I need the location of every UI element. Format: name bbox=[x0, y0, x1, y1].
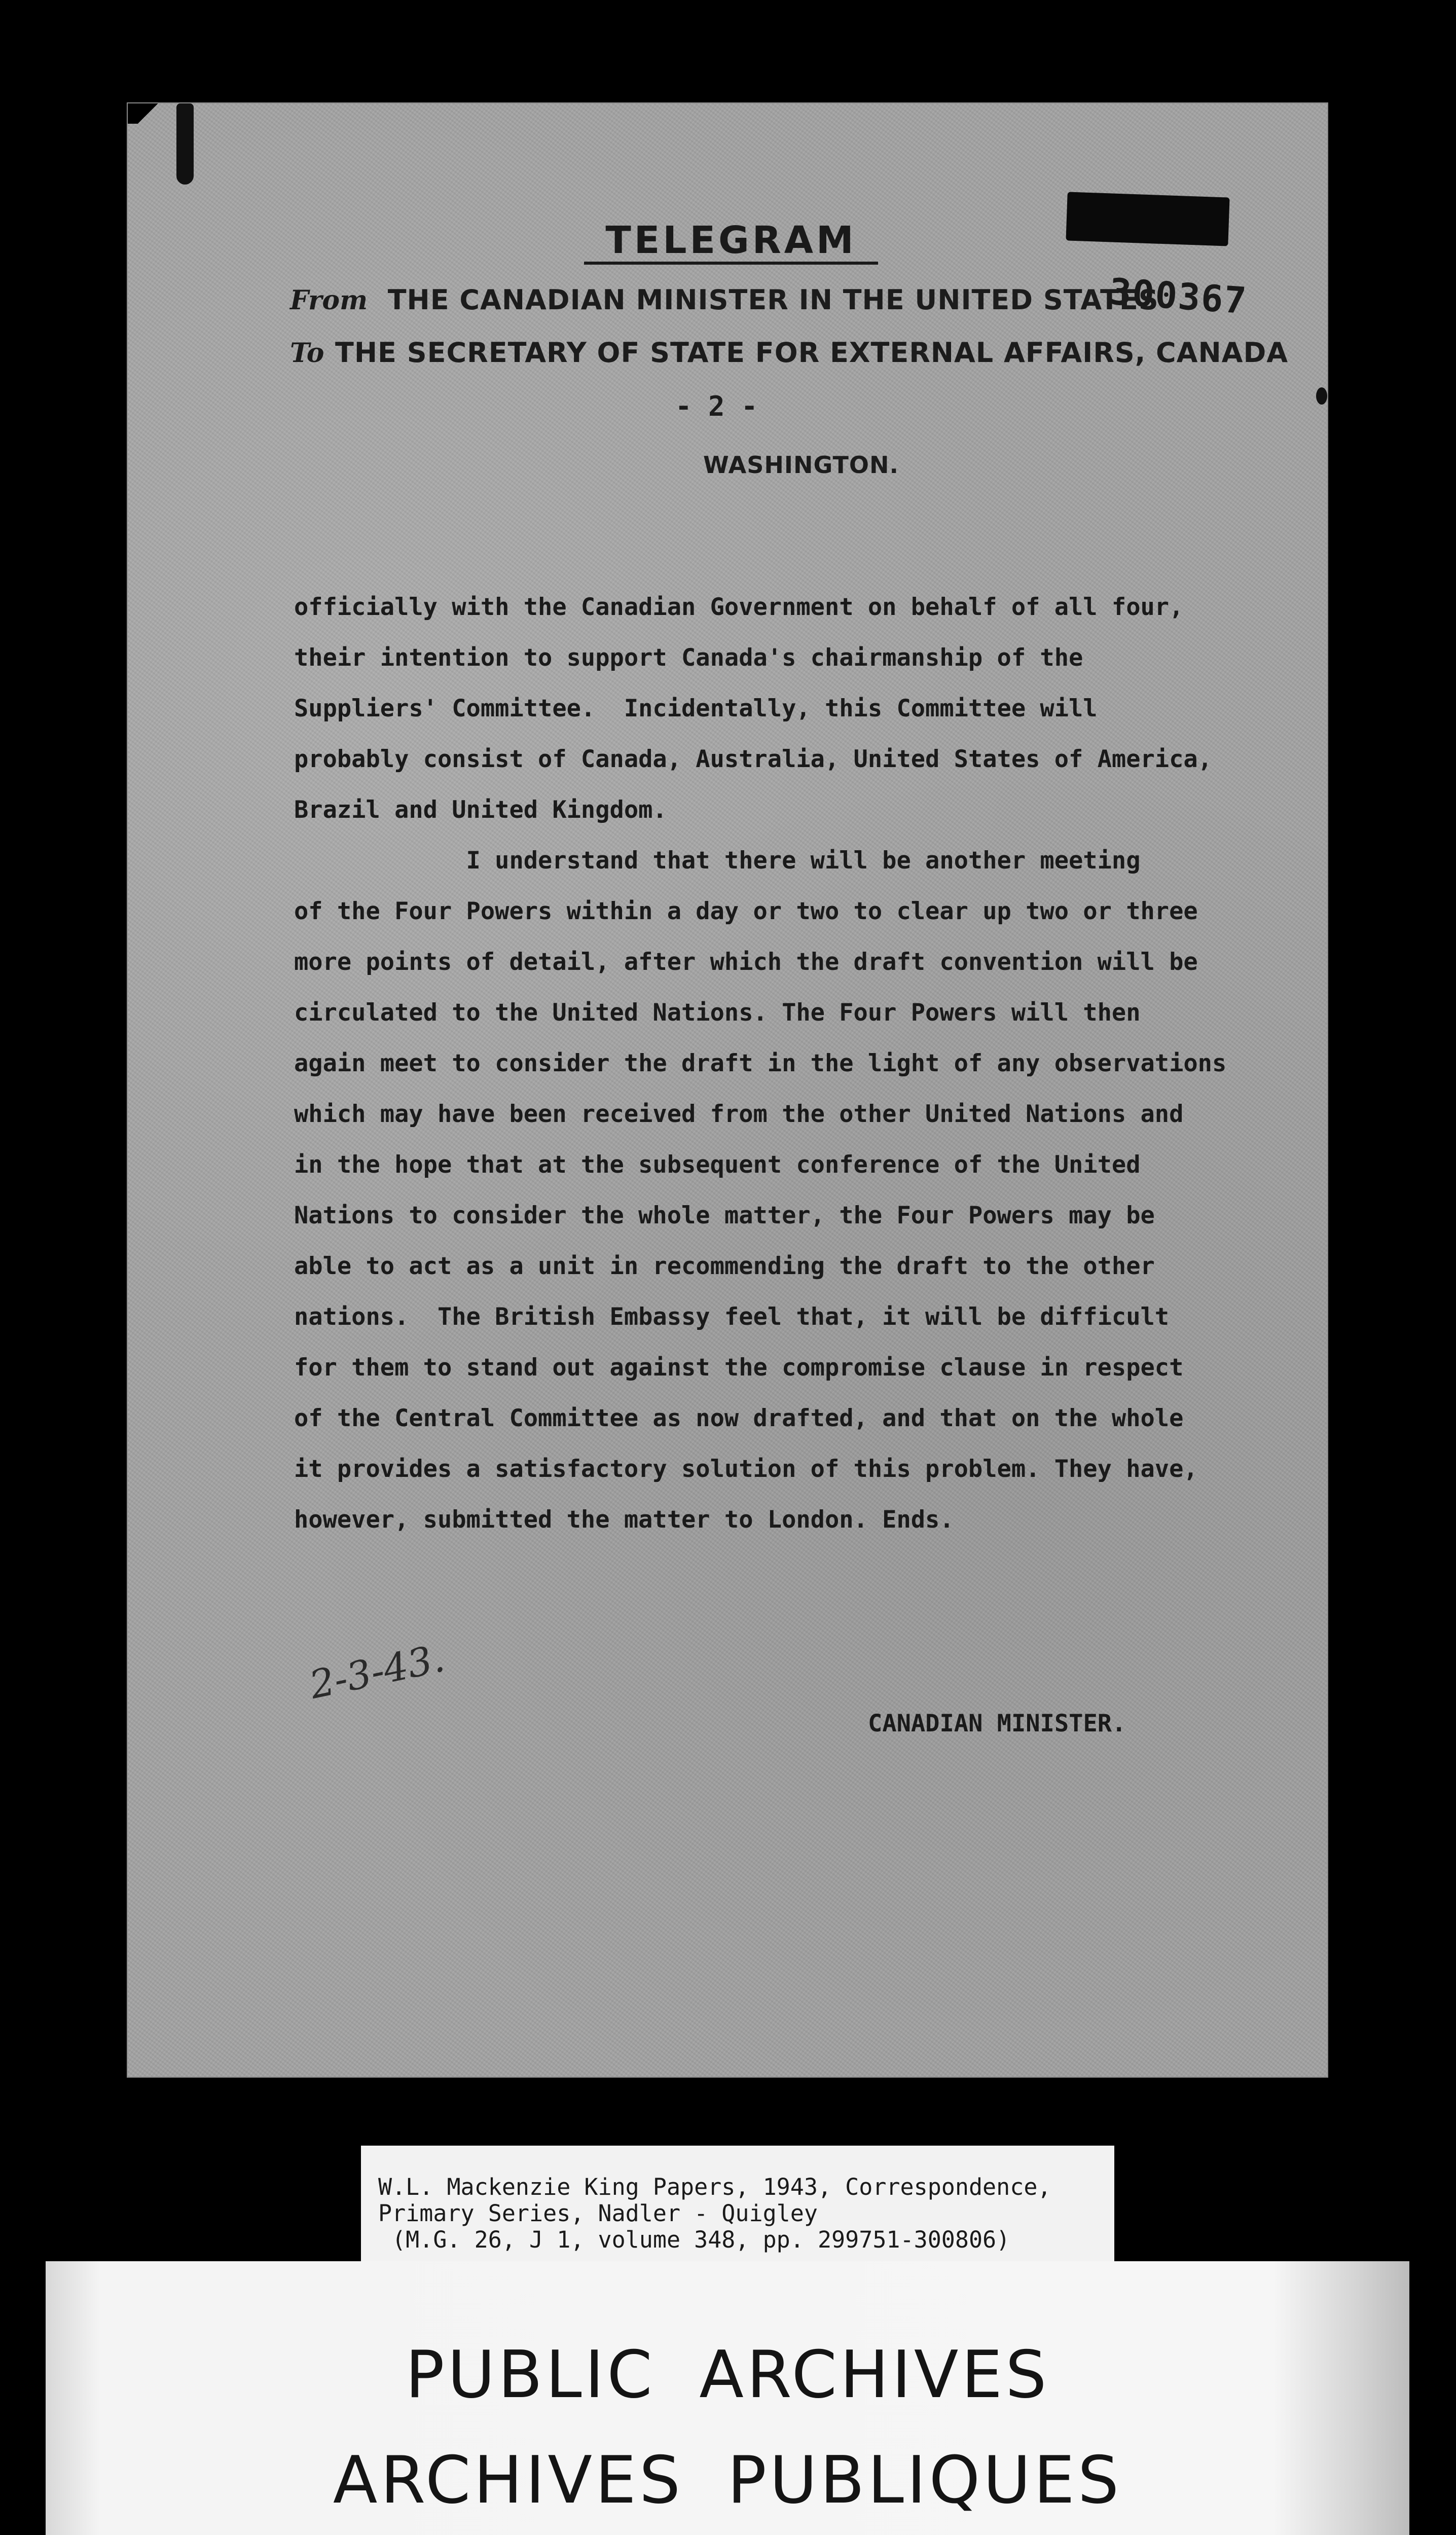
telegram-body bbox=[294, 582, 1288, 1545]
citation-label bbox=[361, 2146, 1114, 2263]
from-label: From bbox=[290, 285, 368, 316]
signature: CANADIAN MINISTER. bbox=[868, 1710, 1126, 1737]
to-label: To bbox=[290, 338, 324, 369]
citation-line: Primary Series, Nadler - Quigley bbox=[378, 2200, 818, 2227]
to-line bbox=[290, 337, 1288, 369]
body-line: it provides a satisfactory solution of this problem. They have, bbox=[294, 1455, 1198, 1483]
body-line: Suppliers' Committee. Incidentally, this Committee will bbox=[294, 695, 1098, 722]
banner-archives-publiques: ARCHIVES PUBLIQUES bbox=[333, 2443, 1122, 2518]
body-line: more points of detail, after which the draft convention will be bbox=[294, 948, 1198, 976]
citation-line: W.L. Mackenzie King Papers, 1943, Correspondence, bbox=[378, 2174, 1051, 2200]
body-line: Nations to consider the whole matter, the Four Powers may be bbox=[294, 1202, 1155, 1229]
body-line: probably consist of Canada, Australia, United States of America, bbox=[294, 745, 1212, 773]
body-line: Brazil and United Kingdom. bbox=[294, 796, 667, 824]
body-line: I understand that there will be another meeting bbox=[294, 847, 1141, 875]
place-name: WASHINGTON. bbox=[703, 451, 899, 479]
body-line: their intention to support Canada's chairmanship of the bbox=[294, 644, 1083, 672]
body-line: officially with the Canadian Government on behalf of all four, bbox=[294, 593, 1184, 621]
torn-corner bbox=[128, 103, 168, 124]
body-line: able to act as a unit in recommending the draft to the other bbox=[294, 1252, 1155, 1280]
telegram-sheet bbox=[128, 103, 1327, 2077]
body-line: in the hope that at the subsequent conference of the United bbox=[294, 1151, 1141, 1179]
banner-public-archives: PUBLIC ARCHIVES bbox=[405, 2337, 1050, 2413]
body-line: nations. The British Embassy feel that, it will be difficult bbox=[294, 1303, 1170, 1331]
handwritten-date: 2-3-43. bbox=[305, 1635, 449, 1708]
body-line: of the Four Powers within a day or two to clear up two or three bbox=[294, 897, 1198, 925]
page-number: - 2 - bbox=[675, 390, 758, 422]
body-line: of the Central Committee as now drafted, and that on the whole bbox=[294, 1404, 1184, 1432]
binding-mark bbox=[176, 103, 194, 185]
body-line: however, submitted the matter to London. Ends. bbox=[294, 1506, 954, 1534]
file-number-stamp: 300367 bbox=[1108, 270, 1249, 322]
from-line bbox=[290, 284, 1159, 316]
to-value: THE SECRETARY OF STATE FOR EXTERNAL AFFAIRS, CANADA bbox=[335, 337, 1289, 369]
body-line: again meet to consider the draft in the light of any observations bbox=[294, 1049, 1227, 1077]
body-line: which may have been received from the other United Nations and bbox=[294, 1100, 1184, 1128]
edge-mark bbox=[1316, 387, 1327, 405]
archives-banner bbox=[46, 2261, 1409, 2535]
redacted-stamp bbox=[1066, 192, 1229, 246]
telegram-title: TELEGRAM bbox=[584, 221, 878, 265]
from-value: THE CANADIAN MINISTER IN THE UNITED STATES bbox=[387, 284, 1159, 316]
body-line: for them to stand out against the compromise clause in respect bbox=[294, 1354, 1184, 1382]
citation-line: (M.G. 26, J 1, volume 348, pp. 299751-300806) bbox=[378, 2226, 1010, 2253]
body-line: circulated to the United Nations. The Four Powers will then bbox=[294, 999, 1141, 1027]
